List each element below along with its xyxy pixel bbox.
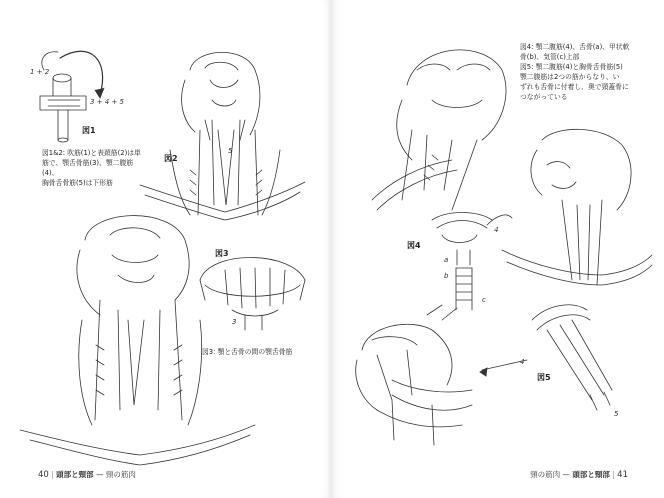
- caption-right-line: 図5: 顎二腹筋(4)と胸骨舌骨筋(5): [520, 63, 623, 71]
- left-footer-subtitle: — 頸の筋肉: [96, 470, 136, 479]
- caption-main-line: 筋で、顎舌骨筋(3)、顎二腹筋(4)、: [42, 159, 134, 177]
- fig5-jaw-muscles: [480, 305, 612, 410]
- caption-right-line: 図4: 顎二腹筋(4)、舌骨(a)、甲状軟: [520, 43, 630, 51]
- caption-fig3: 図3: 顎と舌骨の間の顎舌骨筋: [202, 348, 293, 356]
- left-footer-section: 頭部と頸部: [56, 470, 94, 479]
- fig5-label: 図5: [537, 373, 551, 382]
- fig4-head-top: [372, 50, 506, 210]
- right-footer-title: 頭部と頸部: [572, 470, 610, 479]
- right-footer-dash: —: [562, 470, 570, 479]
- fig2-head: [140, 52, 305, 220]
- caption-main-line: 胸骨舌骨筋(5)は下形筋: [42, 179, 113, 187]
- right-page: [332, 0, 664, 498]
- caption-right-line: ずれも舌骨に付着し、奥で頸蓋骨に: [520, 83, 629, 91]
- muscle-label-3: 3: [232, 318, 237, 326]
- arrow-label-bottom: 3 + 4 + 5: [90, 98, 124, 106]
- right-footer: 頸の筋肉 — 頭部と頸部 | 41: [530, 470, 628, 480]
- right-footer-section: 頸の筋肉: [530, 470, 561, 479]
- part-label-b: b: [444, 272, 449, 280]
- part-label-4: 4: [494, 226, 499, 234]
- fig5-head-below: [356, 305, 472, 445]
- right-page-number: 41: [617, 470, 628, 480]
- caption-right: [520, 42, 635, 102]
- fig4-head-profile: [502, 129, 652, 285]
- fig1-label: 図1: [82, 126, 96, 135]
- left-page-number: 40: [38, 470, 49, 480]
- caption-main-line: 図1&2: 吹筋(1)と表頚筋(2)は単: [42, 149, 141, 157]
- fig3-label: 図3: [215, 249, 229, 258]
- part-label-a: a: [444, 256, 449, 264]
- arrow-label-top: 1 + 2: [30, 68, 50, 76]
- fig3-jaw: [200, 258, 305, 331]
- muscle-label-5: 5: [228, 147, 233, 155]
- part-label-c: c: [482, 296, 486, 304]
- part-label-4b: 4: [520, 358, 525, 366]
- caption-right-line: 骨(b)、気管(c)上部: [520, 53, 580, 61]
- left-footer: 40 | 頭部と頸部 — 頸の筋肉: [38, 470, 136, 480]
- caption-right-line: つながっている: [520, 93, 568, 101]
- fig2-label: 図2: [164, 154, 178, 163]
- fig4-label: 図4: [407, 241, 421, 250]
- caption-main: [42, 148, 142, 188]
- part-label-5: 5: [614, 410, 619, 418]
- caption-right-line: 顎二腹筋は2つの筋からなり、い: [520, 73, 620, 81]
